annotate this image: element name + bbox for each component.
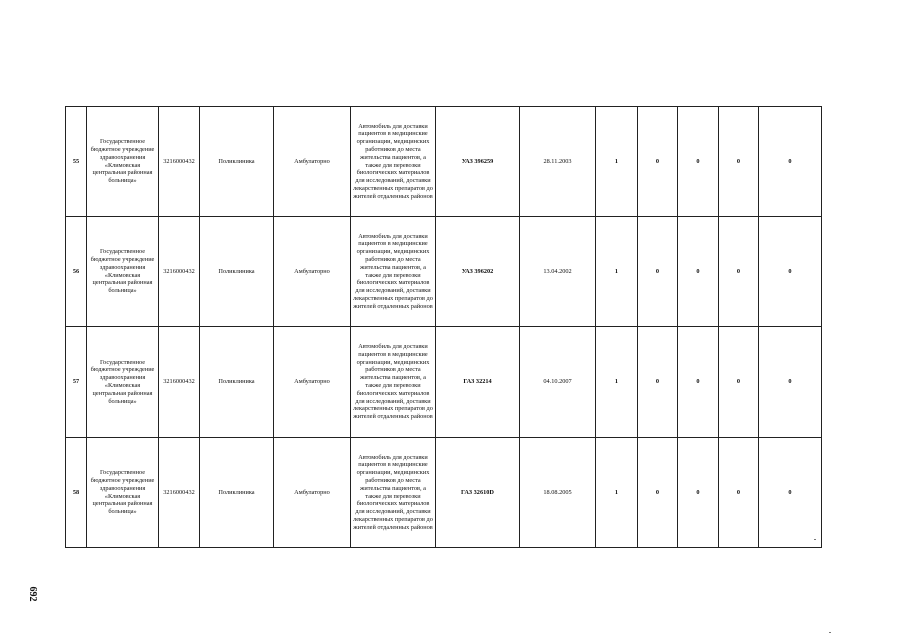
vehicle-model: УАЗ 396259 [436, 107, 520, 217]
registration-date: 04.10.2007 [520, 327, 596, 438]
row-number: 56 [66, 217, 87, 327]
count-cell-1: 1 [596, 217, 638, 327]
inn-value: 3216000432 [159, 438, 200, 548]
vehicle-purpose: Автомобиль для доставки пациентов в медицинские организации, медицинских работников до места жительства пациентов, а также для перевозки биологических материалов для исследований, доставки лекарственных препаратов до жителей отдаленных районов [351, 107, 436, 217]
department-name: Поликлиника [200, 217, 274, 327]
count-cell-5: 0 [759, 107, 822, 217]
registration-date: 18.08.2005 [520, 438, 596, 548]
count-cell-5: 0 [759, 217, 822, 327]
registration-date: 13.04.2002 [520, 217, 596, 327]
count-cell-3: 0 [678, 438, 719, 548]
count-cell-2: 0 [638, 107, 678, 217]
department-name: Поликлиника [200, 438, 274, 548]
row-number: 58 [66, 438, 87, 548]
count-cell-5: 0 [759, 438, 822, 548]
registration-date: 28.11.2003 [520, 107, 596, 217]
count-cell-3: 0 [678, 217, 719, 327]
vehicle-model: ГАЗ 32214 [436, 327, 520, 438]
count-cell-4: 0 [719, 438, 759, 548]
vehicle-purpose: Автомобиль для доставки пациентов в медицинские организации, медицинских работников до места жительства пациентов, а также для перевозки биологических материалов для исследований, доставки лекарственных препаратов до жителей отдаленных районов [351, 438, 436, 548]
count-cell-4: 0 [719, 327, 759, 438]
count-cell-4: 0 [719, 217, 759, 327]
page-number: 692 [27, 586, 38, 602]
vehicle-purpose: Автомобиль для доставки пациентов в медицинские организации, медицинских работников до места жительства пациентов, а также для перевозки биологических материалов для исследований, доставки лекарственных препаратов до жителей отдаленных районов [351, 217, 436, 327]
count-cell-1: 1 [596, 327, 638, 438]
institution-name: Государственное бюджетное учреждение здравоохранения «Климовская центральная районная больница» [87, 217, 159, 327]
service-type: Амбулаторно [274, 217, 351, 327]
table-row [66, 327, 822, 438]
table-row [66, 438, 822, 548]
service-type: Амбулаторно [274, 327, 351, 438]
department-name: Поликлиника [200, 327, 274, 438]
count-cell-2: 0 [638, 217, 678, 327]
table-row [66, 217, 822, 327]
count-cell-2: 0 [638, 438, 678, 548]
inn-value: 3216000432 [159, 217, 200, 327]
scan-speck [814, 539, 816, 540]
scan-speck [829, 632, 831, 633]
count-cell-1: 1 [596, 438, 638, 548]
institution-name: Государственное бюджетное учреждение здравоохранения «Климовская центральная районная больница» [87, 438, 159, 548]
department-name: Поликлиника [200, 107, 274, 217]
row-number: 55 [66, 107, 87, 217]
count-cell-3: 0 [678, 327, 719, 438]
vehicle-model: ГАЗ 32610D [436, 438, 520, 548]
row-number: 57 [66, 327, 87, 438]
institution-name: Государственное бюджетное учреждение здравоохранения «Климовская центральная районная больница» [87, 327, 159, 438]
vehicle-model: УАЗ 396202 [436, 217, 520, 327]
count-cell-3: 0 [678, 107, 719, 217]
vehicle-purpose: Автомобиль для доставки пациентов в медицинские организации, медицинских работников до места жительства пациентов, а также для перевозки биологических материалов для исследований, доставки лекарственных препаратов до жителей отдаленных районов [351, 327, 436, 438]
inn-value: 3216000432 [159, 107, 200, 217]
count-cell-5: 0 [759, 327, 822, 438]
institution-name: Государственное бюджетное учреждение здравоохранения «Климовская центральная районная больница» [87, 107, 159, 217]
service-type: Амбулаторно [274, 107, 351, 217]
service-type: Амбулаторно [274, 438, 351, 548]
table-row [66, 107, 822, 217]
count-cell-2: 0 [638, 327, 678, 438]
vehicle-registry-table [65, 106, 822, 548]
inn-value: 3216000432 [159, 327, 200, 438]
count-cell-4: 0 [719, 107, 759, 217]
count-cell-1: 1 [596, 107, 638, 217]
